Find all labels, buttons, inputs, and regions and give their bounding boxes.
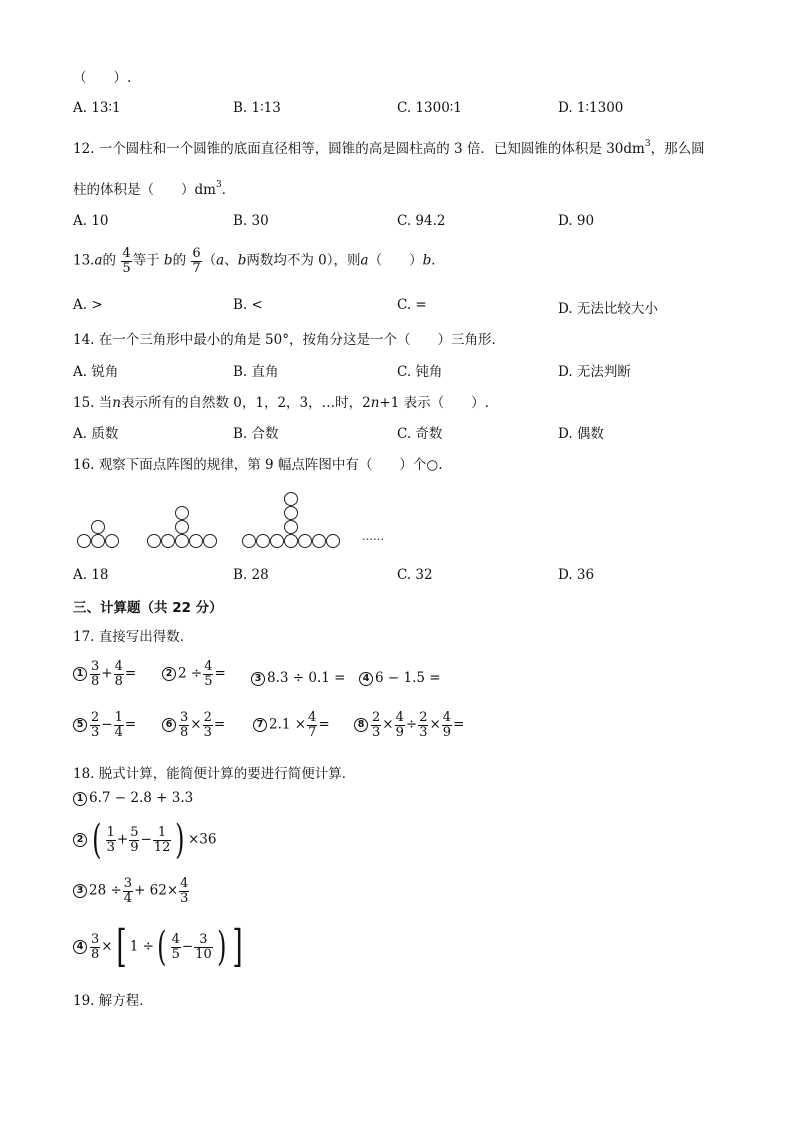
q15-option-a[interactable]: A. 质数 xyxy=(73,426,119,442)
numerator: 4 xyxy=(442,710,452,725)
equals: = xyxy=(124,665,137,682)
q16-option-d[interactable]: D. 36 xyxy=(558,567,595,583)
denominator: 8 xyxy=(114,673,123,689)
var-a: a xyxy=(216,252,225,269)
numerator: 4 xyxy=(308,710,317,725)
denominator: 5 xyxy=(204,673,213,689)
circle-icon xyxy=(312,534,326,548)
q13-text: ． xyxy=(431,252,445,269)
circle-icon xyxy=(203,534,217,548)
numerator: 4 xyxy=(204,659,213,674)
q16-stem: 16. 观察下面点阵图的规律，第 9 幅点阵图中有（ ）个○. xyxy=(73,457,443,473)
fraction xyxy=(171,933,181,961)
q14-option-c[interactable]: C. 钝角 xyxy=(397,364,443,380)
numerator: 3 xyxy=(123,876,133,891)
q13-text: （ xyxy=(202,252,217,269)
q13-text: 等于 xyxy=(132,252,160,269)
section-title: 三、计算题（共 22 分） xyxy=(73,600,223,616)
circle-icon xyxy=(105,534,119,548)
operator: + xyxy=(101,665,113,682)
q18-title: 18. 脱式计算，能简便计算的要进行简便计算． xyxy=(73,766,356,782)
numerator: 6 xyxy=(192,246,201,261)
q17-item-2 xyxy=(162,660,226,688)
operator: ÷ xyxy=(405,716,418,733)
q15-option-b[interactable]: B. 合数 xyxy=(233,426,279,442)
circle-icon xyxy=(175,520,189,534)
q13-text: 的 xyxy=(172,252,187,269)
circled-number: 8 xyxy=(354,718,368,732)
circle-icon xyxy=(77,534,91,548)
circle-icon xyxy=(147,534,161,548)
q14-stem: 14. 在一个三角形中最小的角是 50°，按角分这是一个（ ）三角形． xyxy=(73,332,505,348)
q17-item-8 xyxy=(354,711,464,739)
circled-number: 1 xyxy=(73,792,87,806)
q15-stem xyxy=(73,391,489,411)
denominator: 9 xyxy=(442,724,452,740)
q11-option-c[interactable]: C. 1300∶1 xyxy=(397,100,462,116)
denominator: 5 xyxy=(122,260,131,276)
circle-icon xyxy=(189,534,203,548)
denominator: 9 xyxy=(395,724,404,740)
numerator: 2 xyxy=(91,710,100,725)
denominator: 5 xyxy=(171,946,180,962)
fraction xyxy=(90,711,100,739)
circle-icon xyxy=(284,506,298,520)
q17-item-5 xyxy=(73,711,136,739)
q17-item-1 xyxy=(73,660,136,688)
q14-option-d[interactable]: D. 无法判断 xyxy=(558,364,631,380)
fraction xyxy=(114,660,124,688)
circled-number: 5 xyxy=(73,718,87,732)
circle-icon xyxy=(242,534,256,548)
numerator: 5 xyxy=(130,824,139,840)
q12-text-c: 柱的体积是（ ）dm xyxy=(73,182,216,198)
q16-options xyxy=(73,567,723,587)
var-n: n xyxy=(112,395,121,411)
q13-text: （ ） xyxy=(368,252,423,269)
q12-option-c[interactable]: C. 94.2 xyxy=(397,213,446,229)
operator: − xyxy=(140,831,152,848)
denominator: 7 xyxy=(192,260,201,276)
equals: = xyxy=(214,665,226,682)
fraction xyxy=(179,711,189,739)
numerator: 2 xyxy=(372,710,381,725)
circled-number: 3 xyxy=(251,672,265,686)
operator: × xyxy=(382,716,394,733)
q13-option-a[interactable]: A. > xyxy=(73,297,103,313)
q15-text: 表示所有的自然数 0，1，2，3，…时，2 xyxy=(120,395,371,411)
circled-number: 1 xyxy=(73,667,87,681)
q13-text: 的 xyxy=(102,252,117,269)
fraction xyxy=(307,711,317,739)
numerator: 2 xyxy=(203,710,212,725)
q13-stem xyxy=(73,247,445,275)
numerator: 4 xyxy=(171,931,180,947)
q13-option-c[interactable]: C. = xyxy=(397,297,427,313)
circle-icon xyxy=(284,492,298,506)
numerator: 3 xyxy=(91,931,100,947)
q17-item-6 xyxy=(162,711,225,739)
q17-title: 17. 直接写出得数． xyxy=(73,629,194,645)
operator: × xyxy=(429,716,441,733)
numerator: 4 xyxy=(395,710,404,725)
q12-stem-line2 xyxy=(73,178,235,198)
operator: − xyxy=(181,938,194,955)
q11-option-b[interactable]: B. 1∶13 xyxy=(233,100,281,116)
fraction xyxy=(106,826,116,854)
q18-item-4 xyxy=(73,921,247,972)
q12-stem-line1 xyxy=(73,137,705,157)
circle-icon xyxy=(284,534,298,548)
fraction xyxy=(90,660,100,688)
circled-number: 2 xyxy=(162,667,176,681)
fraction xyxy=(203,660,213,688)
q14-options xyxy=(73,360,723,380)
q13-text: 、 xyxy=(224,252,238,269)
q18-item-2 xyxy=(73,817,217,863)
fraction-4-5 xyxy=(121,247,131,275)
q12-superscript: 3 xyxy=(644,139,651,149)
q14-option-b[interactable]: B. 直角 xyxy=(233,364,279,380)
q12-superscript-2: 3 xyxy=(215,180,222,190)
expression-text: 2.1 × xyxy=(269,716,307,733)
q12-text-a: 12. 一个圆柱和一个圆锥的底面直径相等，圆锥的高是圆柱高的 3 倍．已知圆锥的体积是 30dm xyxy=(73,141,645,157)
left-bracket: [ xyxy=(116,921,127,972)
q12-text-b: ，那么圆 xyxy=(650,141,705,157)
denominator: 3 xyxy=(91,724,100,740)
expression-text: 28 ÷ xyxy=(89,882,122,899)
numerator: 3 xyxy=(199,931,208,947)
q11-option-a[interactable]: A. 13∶1 xyxy=(73,100,121,116)
fraction xyxy=(442,711,452,739)
numerator: 1 xyxy=(114,710,123,725)
expression-text: ×36 xyxy=(187,831,217,848)
denominator: 7 xyxy=(308,724,317,740)
circle-icon xyxy=(326,534,340,548)
fraction xyxy=(418,711,428,739)
fraction xyxy=(203,711,213,739)
operator: × xyxy=(190,716,202,733)
var-b: b xyxy=(422,252,432,269)
fraction xyxy=(114,711,124,739)
q13-option-b[interactable]: B. < xyxy=(233,297,263,313)
circle-icon xyxy=(91,534,105,548)
circle-icon xyxy=(161,534,175,548)
q16-option-a[interactable]: A. 18 xyxy=(73,567,109,583)
denominator: 8 xyxy=(91,946,100,962)
equals: = xyxy=(213,716,226,733)
expression-text: 2 ÷ xyxy=(178,665,203,682)
equals: = xyxy=(318,716,330,733)
left-paren: ( xyxy=(92,817,102,863)
numerator: 4 xyxy=(122,246,131,261)
denominator: 3 xyxy=(372,724,381,740)
q11-options xyxy=(73,100,723,120)
circled-number: 7 xyxy=(253,718,267,732)
left-paren: ( xyxy=(157,924,167,970)
numerator: 4 xyxy=(180,876,189,891)
q11-tail: （ ）. xyxy=(73,70,132,86)
numerator: 1 xyxy=(106,824,115,840)
numerator: 3 xyxy=(180,710,189,725)
operator: − xyxy=(101,716,113,733)
q13-text: 两数均不为 0），则 xyxy=(246,252,361,269)
fraction xyxy=(129,826,139,854)
denominator: 8 xyxy=(180,724,189,740)
denominator: 12 xyxy=(153,839,171,855)
equals: = xyxy=(124,716,137,733)
q12-option-d[interactable]: D. 90 xyxy=(558,213,595,229)
q17-item-3 xyxy=(251,670,345,686)
q15-option-c[interactable]: C. 奇数 xyxy=(397,426,443,442)
q13-number: 13. xyxy=(73,252,95,269)
expression-text: 1 ÷ xyxy=(129,938,154,955)
var-n: n xyxy=(370,395,380,411)
right-paren: ) xyxy=(216,924,227,970)
equals: = xyxy=(453,716,465,733)
circled-number: 4 xyxy=(73,940,87,954)
denominator: 3 xyxy=(180,890,189,906)
q13-options xyxy=(73,297,723,317)
circled-number: 2 xyxy=(73,833,87,847)
q12-text-d: ． xyxy=(221,182,236,198)
expression-text: 8.3 ÷ 0.1 = xyxy=(267,670,346,686)
fraction xyxy=(179,877,189,905)
denominator: 10 xyxy=(195,946,212,962)
denominator: 4 xyxy=(123,890,133,906)
denominator: 3 xyxy=(106,839,115,855)
var-b: b xyxy=(237,252,247,269)
circled-number: 6 xyxy=(162,718,176,732)
denominator: 3 xyxy=(419,724,428,740)
q13-option-d[interactable]: D. 无法比较大小 xyxy=(558,301,658,317)
q12-options xyxy=(73,213,723,233)
ellipsis: …… xyxy=(362,530,384,543)
q14-option-a[interactable]: A. 锐角 xyxy=(73,364,119,380)
fraction xyxy=(123,877,133,905)
operator: + xyxy=(116,831,129,848)
denominator: 9 xyxy=(130,839,139,855)
var-a: a xyxy=(94,252,103,269)
q18-item-1 xyxy=(73,790,193,806)
right-paren: ) xyxy=(175,817,185,863)
circle-icon xyxy=(284,520,298,534)
q15-option-d[interactable]: D. 偶数 xyxy=(558,426,604,442)
circle-icon xyxy=(91,520,105,534)
fraction xyxy=(153,826,172,854)
denominator: 4 xyxy=(114,724,123,740)
q11-option-d[interactable]: D. 1∶1300 xyxy=(558,100,624,116)
numerator: 1 xyxy=(157,824,167,840)
numerator: 2 xyxy=(419,710,428,725)
q17-item-4 xyxy=(359,670,441,686)
circled-number: 4 xyxy=(359,672,373,686)
expression-text: 6.7 − 2.8 + 3.3 xyxy=(89,790,194,806)
circle-icon xyxy=(256,534,270,548)
denominator: 8 xyxy=(91,673,100,689)
circled-number: 3 xyxy=(73,884,87,898)
circle-icon xyxy=(298,534,312,548)
q15-text: 15. 当 xyxy=(73,395,113,411)
q17-item-7 xyxy=(253,711,330,739)
fraction xyxy=(90,933,100,961)
q16-option-b[interactable]: B. 28 xyxy=(233,567,269,583)
var-a: a xyxy=(360,252,369,269)
circle-icon xyxy=(175,534,189,548)
circle-icon xyxy=(270,534,284,548)
q12-option-b[interactable]: B. 30 xyxy=(233,213,269,229)
q16-option-c[interactable]: C. 32 xyxy=(397,567,433,583)
numerator: 4 xyxy=(114,659,123,674)
right-bracket: ] xyxy=(232,921,244,972)
denominator: 3 xyxy=(203,724,212,740)
expression-text: + 62× xyxy=(134,882,179,899)
expression-text: 6 − 1.5 = xyxy=(375,670,441,686)
q19-title: 19. 解方程． xyxy=(73,993,153,1009)
fraction xyxy=(194,933,213,961)
operator: × xyxy=(101,938,113,955)
fraction xyxy=(395,711,405,739)
q12-option-a[interactable]: A. 10 xyxy=(73,213,109,229)
var-b: b xyxy=(163,252,173,269)
fraction-6-7 xyxy=(191,247,201,275)
q15-options xyxy=(73,422,723,442)
fraction xyxy=(371,711,381,739)
circle-icon xyxy=(175,506,189,520)
numerator: 3 xyxy=(91,659,100,674)
q18-item-3 xyxy=(73,877,190,905)
q15-text: +1 表示（ ）. xyxy=(379,395,489,411)
